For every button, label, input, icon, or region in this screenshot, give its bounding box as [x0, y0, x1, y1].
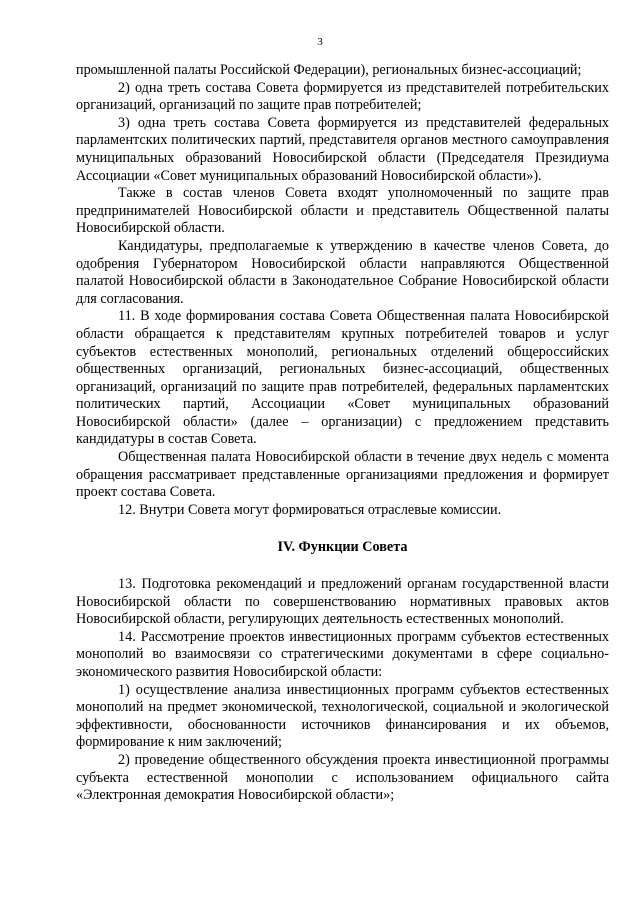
paragraph: Общественная палата Новосибирской области в течение двух недель с момента обращения рассматривает представленные организациями предложения и формирует проект состава Совета. [76, 449, 609, 501]
paragraph: 13. Подготовка рекомендаций и предложений органам государственной власти Новосибирской области по совершенствованию нормативных правовых актов Новосибирской области, регулирующих деятельность естественных монополий. [76, 576, 609, 628]
paragraph: 12. Внутри Совета могут формироваться отраслевые комиссии. [118, 501, 502, 518]
paragraph: 14. Рассмотрение проектов инвестиционных программ субъектов естественных монополий во взаимосвязи со стратегическими документами в сфере социально-экономического развития Новосибирской области: [76, 628, 609, 680]
paragraph: Также в состав членов Совета входят уполномоченный по защите прав предпринимателей Новосибирской области и представитель Общественной палаты Новосибирской области. [76, 185, 609, 237]
paragraph: промышленной палаты Российской Федерации), региональных бизнес-ассоциаций; [76, 62, 582, 78]
document-body [76, 62, 609, 805]
paragraph: 2) одна треть состава Совета формируется из представителей потребительских организаций, организаций по защите прав потребителей; [76, 79, 609, 114]
page-number: 3 [317, 36, 323, 48]
paragraph: 11. В ходе формирования состава Совета Общественная палата Новосибирской области обращается к представителям крупных потребителей товаров и услуг субъектов естественных монополий, региональных отделений общероссийских общественных организаций, региональных бизнес-ассоциаций, общественных организаций, организаций по защите прав потребителей, федеральных парламентских политических партий, Ассоциации «Совет муниципальных образований Новосибирской области» (далее – организации) с предложением представить кандидатуры в состав Совета. [76, 308, 609, 448]
paragraph: 1) осуществление анализа инвестиционных программ субъектов естественных монополий на предмет экономической, технологической, социальной и экологической эффективности, обоснованности источников финансирования и их объемов, формирование к ним заключений; [76, 681, 609, 751]
section-heading: IV. Функции Совета [277, 539, 408, 556]
paragraph: 3) одна треть состава Совета формируется из представителей федеральных парламентских политических партий, представителя органов местного самоуправления муниципальных образований Новосибирской области (Председателя Президиума Ассоциации «Совет муниципальных образований Новосибирской области»). [76, 114, 609, 184]
paragraph: 2) проведение общественного обсуждения проекта инвестиционной программы субъекта естественной монополии с использованием официального сайта «Электронная демократия Новосибирской области»; [76, 751, 609, 804]
paragraph: Кандидатуры, предполагаемые к утверждению в качестве членов Совета, до одобрения Губернатором Новосибирской области направляются Общественной палатой Новосибирской области в Законодательное Собрание Новосибирской области для согласования. [76, 237, 609, 307]
